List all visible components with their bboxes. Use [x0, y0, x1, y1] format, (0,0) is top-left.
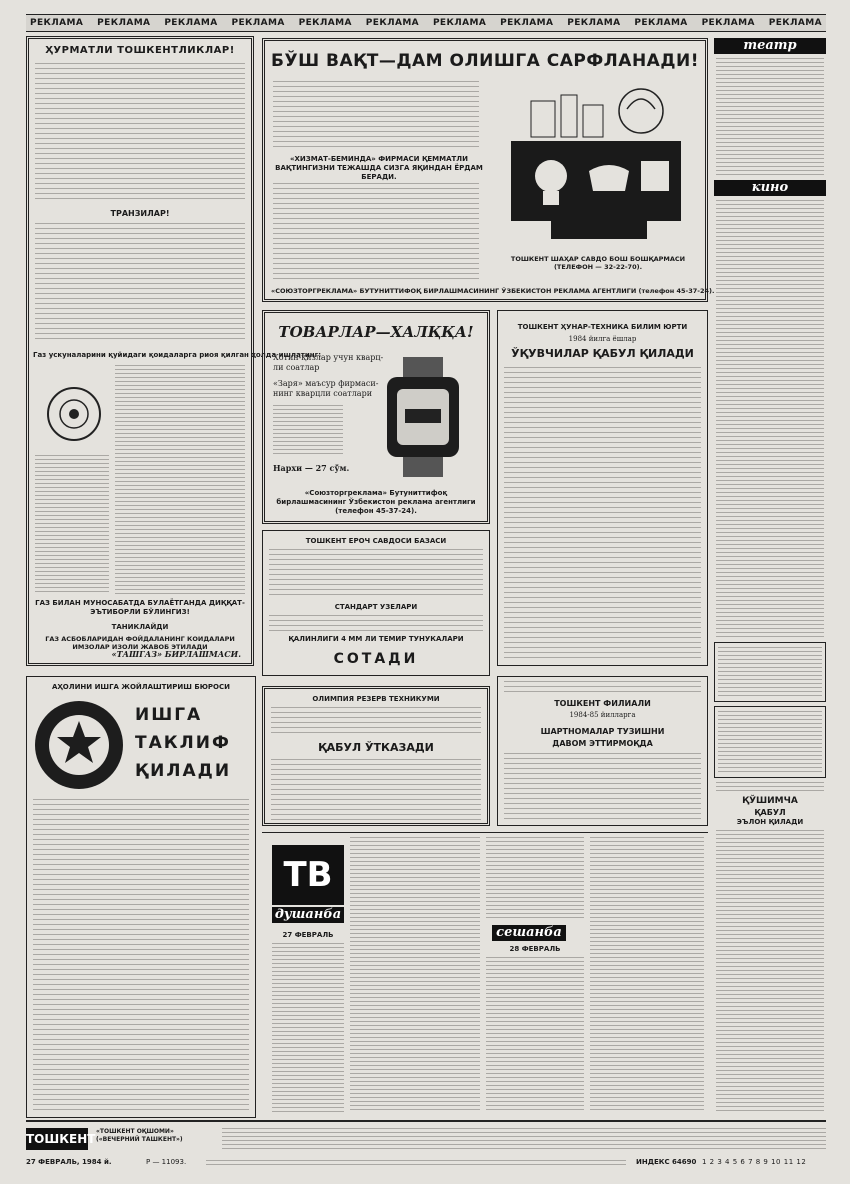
- ad-title: БЎШ ВАҚТ—ДАМ ОЛИШГА САРФЛАНАДИ!: [271, 51, 699, 71]
- text-block: [33, 799, 249, 1113]
- branch-title-2: ДАВОМ ЭТТИРМОҚДА: [552, 739, 653, 748]
- job-bureau-ad: [26, 676, 256, 1118]
- tv-logo: ТВ: [272, 845, 344, 905]
- branch-contracts-ad: [497, 676, 708, 826]
- banner-label: РЕКЛАМА: [768, 18, 822, 28]
- free-time-ad: [262, 38, 715, 302]
- right-ad-box: [714, 706, 826, 778]
- big-word-2: ТАКЛИФ: [135, 733, 231, 753]
- notice-title: ҲУРМАТЛИ ТОШКЕНТЛИКЛАР!: [45, 45, 235, 56]
- branch-title: ШАРТНОМАЛАР ТУЗИШНИ: [540, 727, 665, 736]
- banner-label: РЕКЛАМА: [164, 18, 218, 28]
- tv-day-monday: душанба: [272, 907, 344, 923]
- bazaar-sale: ҚАЛИНЛИГИ 4 ММ ЛИ ТЕМИР ТУНУКАЛАРИ: [288, 635, 464, 643]
- bazaar-ad: [262, 530, 490, 676]
- text-block: [716, 830, 824, 1114]
- branch-name: ТОШКЕНТ ФИЛИАЛИ: [554, 699, 651, 708]
- tv-listing: [350, 837, 480, 1113]
- bureau-header: АҲОЛИНИ ИШГА ЖОЙЛАШТИРИШ БЮРОСИ: [51, 683, 230, 691]
- text-block: [35, 455, 109, 595]
- banner-label: РЕКЛАМА: [231, 18, 285, 28]
- extra-announce: ЭЪЛОН ҚИЛАДИ: [736, 818, 804, 826]
- text-block: [271, 707, 481, 737]
- tv-listing: [486, 837, 584, 921]
- text-block: [273, 183, 479, 283]
- big-word-1: ИШГА: [135, 705, 203, 725]
- text-block: [115, 365, 245, 595]
- banner-label: РЕКЛАМА: [432, 18, 487, 28]
- tv-listing: [590, 837, 704, 1113]
- page-numbers: 1 2 3 4 5 6 7 8 9 10 11 12: [702, 1158, 807, 1166]
- text-block: [716, 58, 824, 176]
- text-block: [504, 367, 701, 659]
- tv-program: [262, 832, 708, 1119]
- watch-line: нинг кварцли соатлари: [273, 389, 373, 398]
- extra-heading: ҚЎШИМЧА: [742, 796, 798, 806]
- text-block: [271, 759, 481, 821]
- notice-subhead: ГАЗ БИЛАН МУНОСАБАТДА БУЛАЁТГАНДА ДИҚҚАТ-ЭЪТИБОРЛИ БЎЛИНГИЗ!: [35, 599, 245, 616]
- olympic-technicum-ad: [262, 686, 490, 826]
- watch-line: ли соатлар: [273, 363, 320, 372]
- household-illustration: [491, 81, 703, 251]
- reklama-banner: [26, 14, 826, 32]
- watch-ad: [262, 310, 490, 524]
- tv-day-tuesday: сешанба: [492, 925, 566, 941]
- bazaar-title: ТОШКЕНТ ЕРОЧ САВДОСИ БАЗАСИ: [305, 537, 447, 545]
- text-block: [504, 753, 701, 821]
- big-word-3: ҚИЛАДИ: [135, 761, 232, 781]
- banner-label: РЕКЛАМА: [365, 18, 420, 28]
- banner-label: РЕКЛАМА: [30, 18, 84, 28]
- watch-line: «Заря» маъсур фирмаси-: [273, 379, 379, 388]
- cinema-header: кино: [714, 180, 826, 196]
- notice-subhead: Газ ускуналарини қуйидаги қоидаларга риоя қилган ҳолда ишлатинг:: [33, 351, 322, 359]
- school-name: ТОШКЕНТ ҲУНАР-ТЕХНИКА БИЛИМ ЮРТИ: [517, 323, 688, 331]
- students-admission: [497, 310, 708, 666]
- bazaar-standard: СТАНДАРТ УЗЕЛАРИ: [334, 603, 418, 611]
- page-footer: [26, 1120, 826, 1172]
- tv-date-monday: 27 ФЕВРАЛЬ: [282, 931, 334, 939]
- banner-label: РЕКЛАМА: [298, 18, 352, 28]
- banner-label: РЕКЛАМА: [634, 18, 688, 28]
- right-ad-box: [714, 642, 826, 702]
- index-number: ИНДЕКС 64690: [636, 1158, 697, 1166]
- text-block: [35, 223, 245, 343]
- issue-number: Р — 11093.: [146, 1158, 187, 1166]
- text-block: [273, 405, 343, 455]
- technicum-title: ҚАБУЛ ЎТКАЗАДИ: [318, 741, 434, 754]
- technicum-name: ОЛИМПИЯ РЕЗЕРВ ТЕХНИКУМИ: [312, 695, 440, 703]
- banner-label: РЕКЛАМА: [567, 18, 621, 28]
- firm-heading: «ХИЗМАТ-БЕМИНДА» ФИРМАСИ ҚЕММАТЛИ ВАҚТИНГИЗНИ ТЕЖАШДА СИЗГА ЯҚИНДАН ЁРДАМ БЕРАДИ.: [275, 155, 483, 181]
- paper-name: «ТОШКЕНТ ОҚШОМИ» («ВЕЧЕРНИЙ ТАШКЕНТ»): [96, 1128, 183, 1143]
- right-column: [714, 38, 826, 1118]
- notice-signature: «ТАШГАЗ» БИРЛАШМАСИ.: [111, 649, 241, 659]
- banner-label: РЕКЛАМА: [701, 18, 755, 28]
- branch-year: 1984-85 йилларга: [569, 711, 636, 719]
- text-block: [269, 549, 483, 597]
- bazaar-sotadi: СОТАДИ: [333, 651, 419, 667]
- theatre-header: театр: [714, 38, 826, 54]
- tv-listing: [486, 957, 584, 1113]
- watch-line: Хотин-қизлар учун кварц-: [273, 353, 384, 362]
- agency-footer: «СОЮЗТОРГРЕКЛАМА» БУТУНИТТИФОҚ БИРЛАШМАСИНИНГ ЎЗБЕКИСТОН РЕКЛАМА АГЕНТЛИГИ (телефон 45-37-24).: [271, 287, 715, 295]
- text-block: [35, 63, 245, 203]
- imprint-text: [222, 1128, 826, 1150]
- text-block: [269, 615, 483, 631]
- gas-stove-illustration: [39, 379, 109, 449]
- text-block: [504, 681, 701, 695]
- notice-subhead: ГАЗ АСБОБЛАРИДАН ФОЙДАЛАНИНГ КОИДАЛАРИ ИМЗОЛАР ИЗОЛИ ЖАВОБ ЭТИЛАДИ: [45, 635, 235, 651]
- tv-date-tuesday: 28 ФЕВРАЛЬ: [509, 945, 561, 953]
- labor-emblem: [31, 697, 127, 793]
- banner-label: РЕКЛАМА: [500, 18, 554, 28]
- text-block: [273, 81, 479, 151]
- notice-subhead: ТАНИКЛАЙДИ: [111, 623, 169, 631]
- issue-date: 27 ФЕВРАЛЬ, 1984 й.: [26, 1158, 112, 1166]
- watch-illustration: [369, 357, 479, 477]
- watch-price: Нархи — 27 сўм.: [273, 463, 350, 473]
- text-block: [716, 200, 824, 640]
- year-line: 1984 йилга ёшлар: [568, 335, 637, 343]
- extra-admission: ҚАБУЛ: [754, 808, 786, 817]
- admission-title: ЎҚУВЧИЛАР ҚАБУЛ ҚИЛАДИ: [511, 347, 694, 360]
- notice-subhead: ТРАНЗИЛАР!: [110, 209, 170, 218]
- watch-footer: «Союзторгреклама» Бутуниттифоқ бирлашмасининг Ўзбекистон реклама агентлиги (телефон 45-37-24).: [276, 489, 476, 515]
- masthead-logo: ТОШКЕНТ: [26, 1128, 88, 1150]
- trade-phone: ТОШКЕНТ ШАҲАР САВДО БОШ БОШҚАРМАСИ (ТЕЛЕФОН — 32-22-70).: [510, 255, 686, 271]
- banner-label: РЕКЛАМА: [97, 18, 151, 28]
- watch-ad-title: ТОВАРЛАР—ХАЛҚҚА!: [278, 323, 474, 341]
